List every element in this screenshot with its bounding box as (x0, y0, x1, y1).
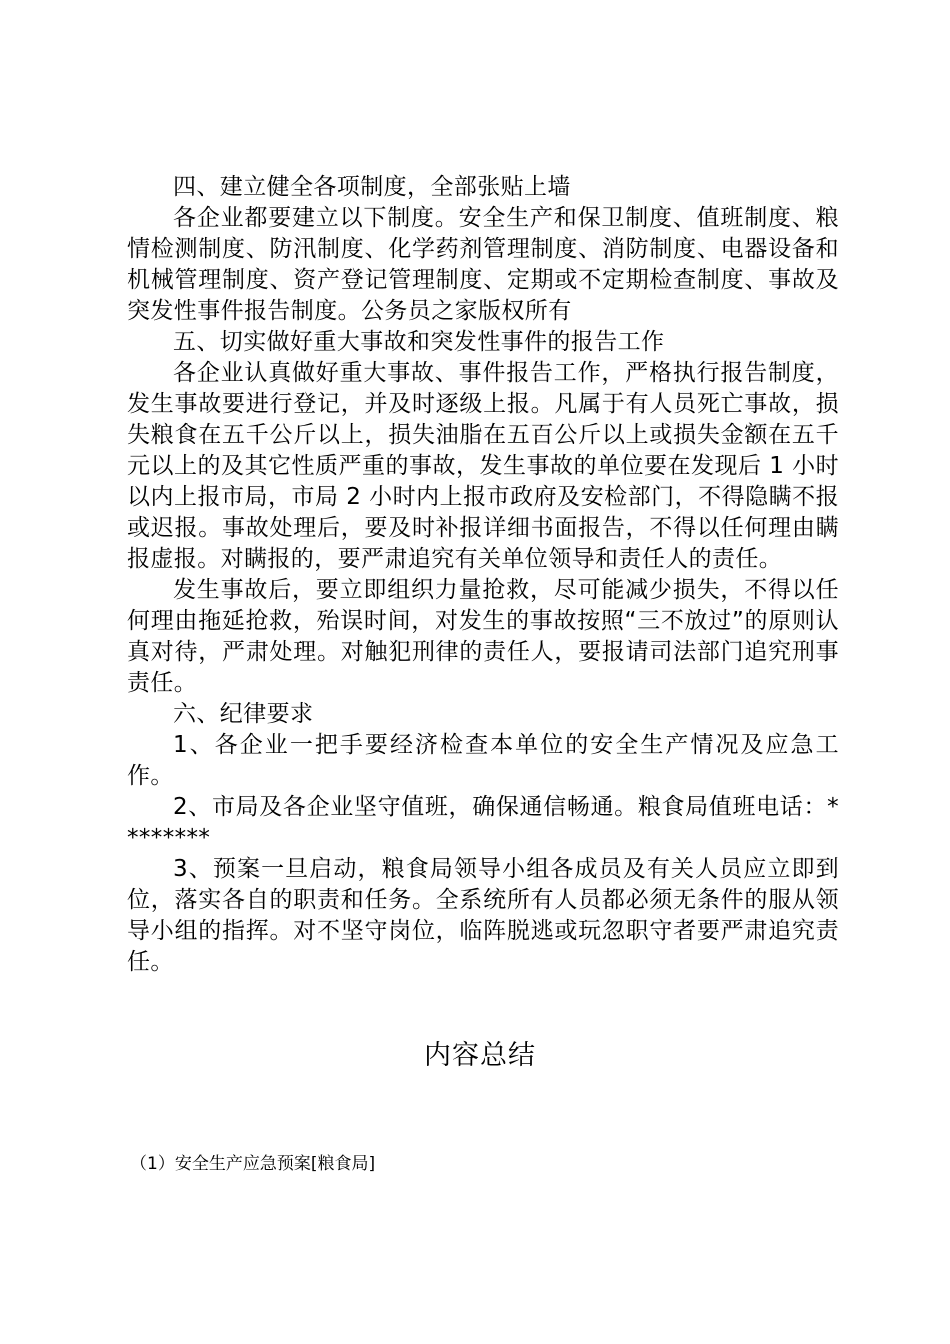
paragraph-rescue: 发生事故后，要立即组织力量抢救，尽可能减少损失，不得以任何理由拖延抢救，殆误时间，对发生的事故按照“三不放过”的原则认真对待，严肃处理。对触犯刑律的责任人，要报请司法部门追究刑事责任。 (127, 577, 839, 696)
document-body (127, 172, 839, 978)
summary-item: （1）安全生产应急预案[粮食局] (130, 1154, 376, 1174)
paragraph-regulations: 各企业都要建立以下制度。安全生产和保卫制度、值班制度、粮情检测制度、防汛制度、化学药剂管理制度、消防制度、电器设备和机械管理制度、资产登记管理制度、定期或不定期检查制度、事故及突发性事件报告制度。公务员之家版权所有 (127, 205, 839, 324)
section-heading-regulations: 四、建立健全各项制度，全部张贴上墙 (173, 174, 571, 200)
summary-heading: 内容总结 (424, 1040, 536, 1071)
discipline-item-2: 2、市局及各企业坚守值班，确保通信畅通。粮食局值班电话：******** (127, 794, 839, 851)
paragraph-reporting: 各企业认真做好重大事故、事件报告工作，严格执行报告制度，发生事故要进行登记，并及时逐级上报。凡属于有人员死亡事故，损失粮食在五千公斤以上，损失油脂在五百公斤以上或损失金额在五千元以上的及其它性质严重的事故，发生事故的单位要在发现后 1 小时以内上报市局，市局 2 小时内上报市政府及安检部门，不得隐瞒不报或迟报。事故处理后，要及时补报详细书面报告，不得以任何理由瞒报虚报。对瞒报的，要严肃追究有关单位领导和责任人的责任。 (127, 360, 839, 572)
section-heading-discipline: 六、纪律要求 (173, 701, 314, 727)
discipline-item-3: 3、预案一旦启动，粮食局领导小组各成员及有关人员应立即到位，落实各自的职责和任务。全系统所有人员都必须无条件的服从领导小组的指挥。对不坚守岗位，临阵脱逃或玩忽职守者要严肃追究责任。 (127, 856, 839, 975)
discipline-item-1: 1、各企业一把手要经济检查本单位的安全生产情况及应急工作。 (127, 732, 839, 789)
section-heading-reporting: 五、切实做好重大事故和突发性事件的报告工作 (173, 329, 665, 355)
